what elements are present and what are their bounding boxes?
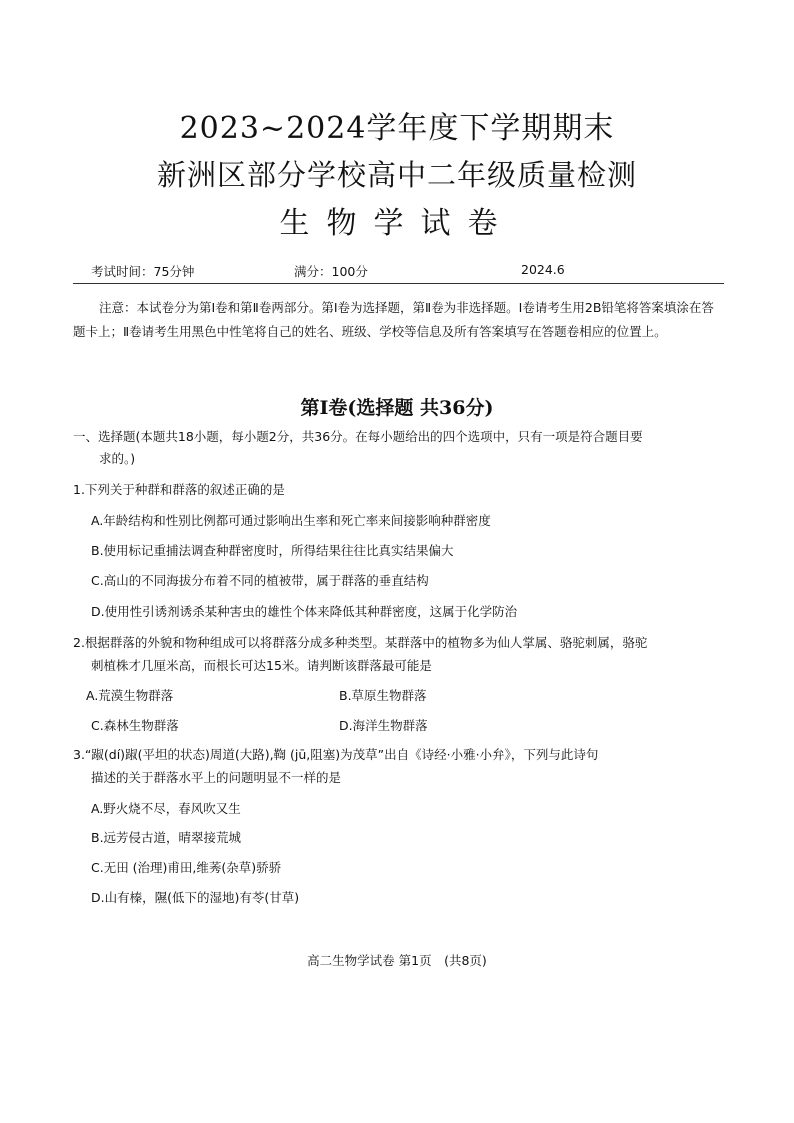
section-title: 第Ⅰ卷(选择题 共36分) [300, 397, 494, 419]
part-one-instruction-line2: 求的。) [99, 451, 136, 466]
full-score: 满分：100分 [294, 264, 368, 279]
question-3-option-b: B.远芳侵古道，晴翠接荒城 [91, 830, 242, 845]
exam-date: 2024.6 [521, 262, 565, 277]
question-2-option-b: B.草原生物群落 [339, 688, 427, 703]
page-footer: 高二生物学试卷 第1页 (共8页) [307, 953, 487, 968]
question-3-stem-line1: 3.“踧(dí)踧(平坦的状态)周道(大路),鞫 (jū,阻塞)为茂草”出自《诗经·小雅·小弁》，下列与此诗句 [73, 747, 599, 762]
header-divider [73, 283, 724, 284]
question-2-option-d: D.海洋生物群落 [339, 718, 428, 733]
exam-title-line2: 新洲区部分学校高中二年级质量检测 [156, 158, 637, 192]
exam-title-line3: 生物学试卷 [279, 206, 515, 241]
part-one-instruction-line1: 一、选择题(本题共18小题，每小题2分，共36分。在每小题给出的四个选项中，只有一项是符合题目要 [73, 429, 643, 444]
question-2-option-a: A.荒漠生物群落 [86, 688, 174, 703]
question-1-option-d: D.使用性引诱剂诱杀某种害虫的雄性个体来降低其种群密度，这属于化学防治 [91, 604, 518, 619]
question-2-stem-line1: 2.根据群落的外貌和物种组成可以将群落分成多种类型。某群落中的植物多为仙人掌属、骆驼刺属，骆驼 [73, 635, 648, 650]
question-3-stem-line2: 描述的关于群落水平上的问题明显不一样的是 [91, 770, 342, 785]
question-3-option-c: C.无田 (治理)甫田,维莠(杂草)骄骄 [91, 860, 282, 875]
exam-title-line1: 2023~2024学年度下学期期末 [179, 111, 615, 146]
exam-time: 考试时间：75分钟 [91, 264, 195, 279]
question-1-option-c: C.高山的不同海拔分布着不同的植被带，属于群落的垂直结构 [91, 573, 429, 588]
question-2-option-c: C.森林生物群落 [91, 718, 179, 733]
question-3-option-d: D.山有榛，隰(低下的湿地)有苓(甘草) [91, 890, 300, 905]
notice-text: 注意：本试卷分为第Ⅰ卷和第Ⅱ卷两部分。第Ⅰ卷为选择题，第Ⅱ卷为非选择题。Ⅰ卷请考生用2B铅笔将答案填涂在答题卡上；Ⅱ卷请考生用黑色中性笔将自己的姓名、班级、学校等信息及所有答案填写在答题卷相应的位置上。 [73, 300, 714, 339]
question-2-stem-line2: 刺植株才几厘米高，而根长可达15米。请判断该群落最可能是 [91, 658, 432, 673]
question-3-option-a: A.野火烧不尽，春风吹又生 [91, 801, 241, 816]
question-1-option-a: A.年龄结构和性别比例都可通过影响出生率和死亡率来间接影响种群密度 [91, 513, 491, 528]
question-1-stem: 1.下列关于种群和群落的叙述正确的是 [73, 482, 285, 497]
question-1-option-b: B.使用标记重捕法调查种群密度时，所得结果往往比真实结果偏大 [91, 543, 454, 558]
